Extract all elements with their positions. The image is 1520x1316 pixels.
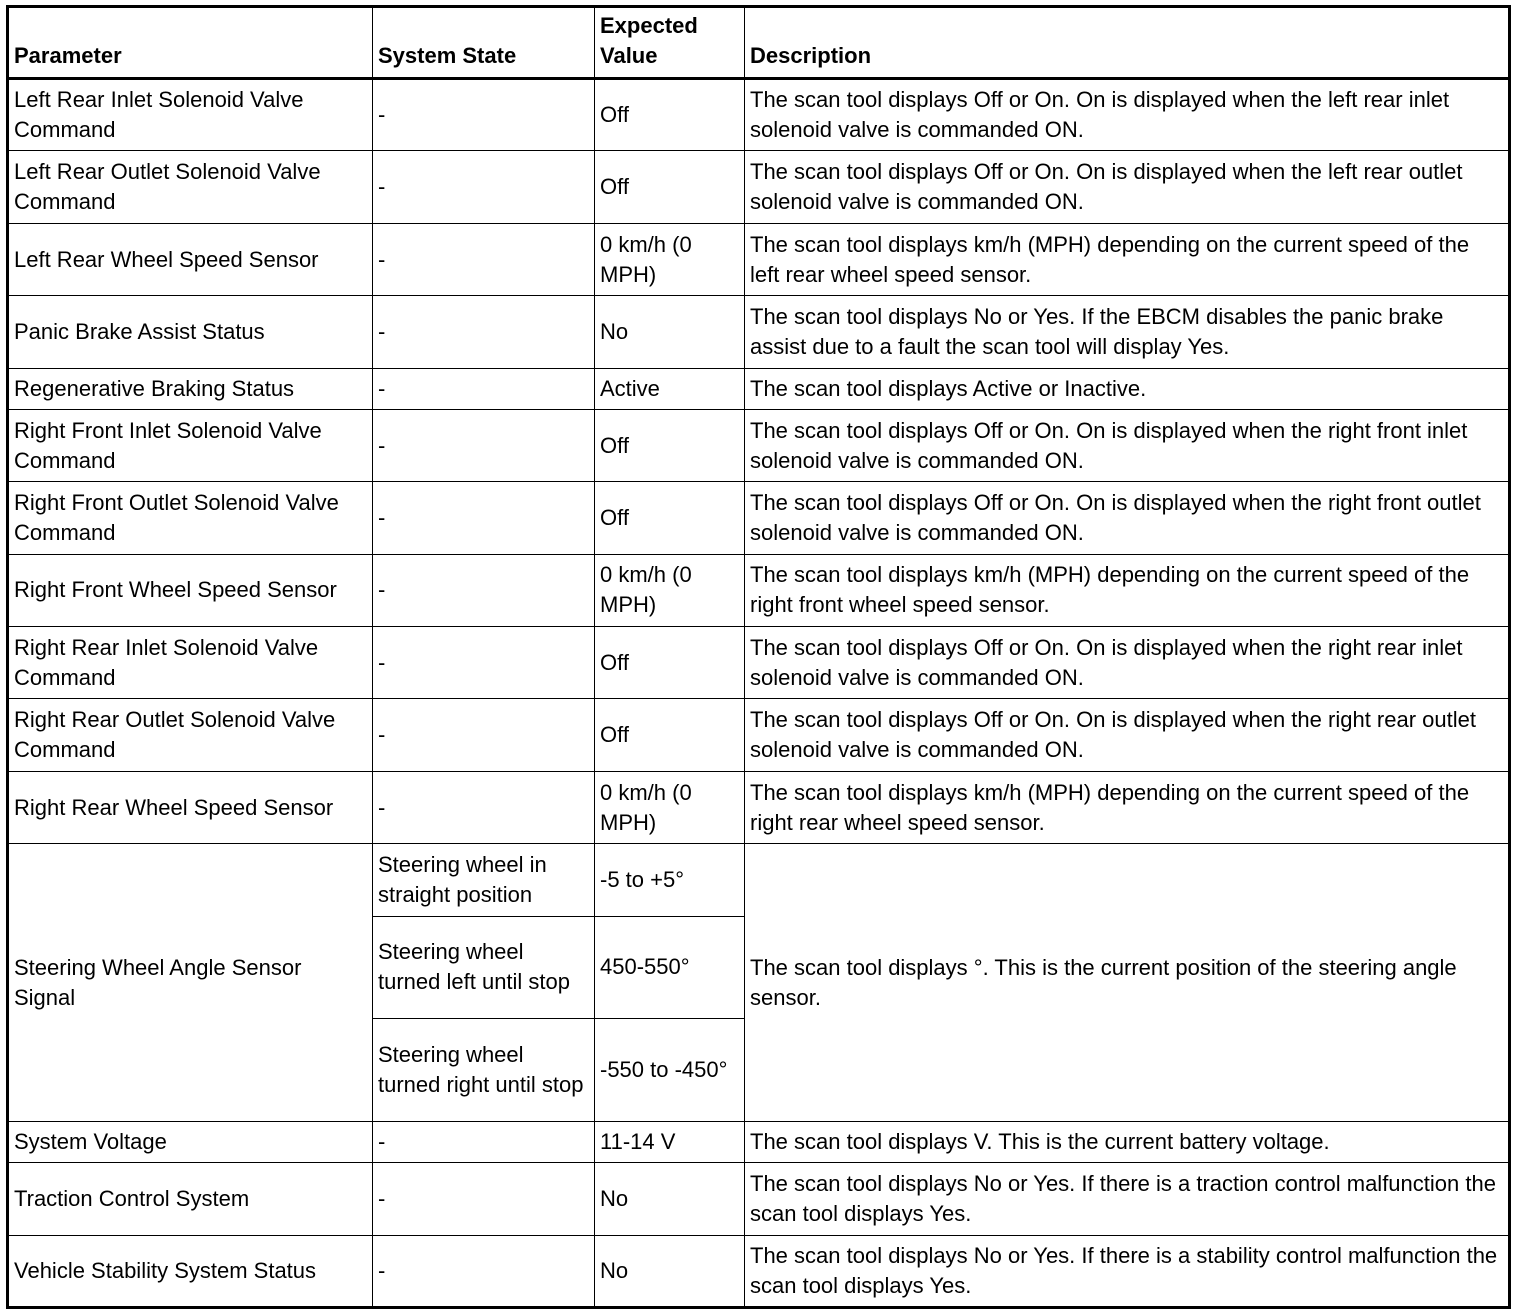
cell-system-state: Steering wheel in straight position [373, 844, 595, 916]
table-row-steering-straight [8, 844, 1510, 916]
header-expected-value: Expected Value [595, 7, 745, 79]
cell-expected-value: -550 to -450° [595, 1019, 745, 1122]
cell-description: The scan tool displays Active or Inactive. [745, 368, 1510, 409]
cell-description: The scan tool displays V. This is the current battery voltage. [745, 1121, 1510, 1162]
cell-system-state: - [373, 1121, 595, 1162]
table-row [8, 223, 1510, 295]
cell-system-state: - [373, 368, 595, 409]
cell-system-state: - [373, 296, 595, 368]
cell-parameter: Right Front Wheel Speed Sensor [8, 554, 373, 626]
table-row [8, 627, 1510, 699]
table-row [8, 296, 1510, 368]
cell-system-state: Steering wheel turned left until stop [373, 916, 595, 1019]
cell-expected-value: 11-14 V [595, 1121, 745, 1162]
cell-parameter: Right Front Outlet Solenoid Valve Command [8, 482, 373, 554]
cell-description: The scan tool displays Off or On. On is displayed when the right front outlet solenoid valve is commanded ON. [745, 482, 1510, 554]
table-row [8, 1121, 1510, 1162]
cell-parameter: Panic Brake Assist Status [8, 296, 373, 368]
table-row [8, 554, 1510, 626]
cell-expected-value: Off [595, 699, 745, 771]
cell-system-state: - [373, 223, 595, 295]
cell-description: The scan tool displays Off or On. On is displayed when the right front inlet solenoid valve is commanded ON. [745, 409, 1510, 481]
cell-expected-value: Active [595, 368, 745, 409]
cell-system-state: - [373, 79, 595, 151]
parameter-table [6, 5, 1511, 1309]
cell-system-state: - [373, 409, 595, 481]
cell-expected-value: -5 to +5° [595, 844, 745, 916]
cell-system-state: - [373, 771, 595, 843]
cell-expected-value: Off [595, 627, 745, 699]
cell-parameter-steering: Steering Wheel Angle Sensor Signal [8, 844, 373, 1122]
cell-expected-value: Off [595, 151, 745, 223]
header-description: Description [745, 7, 1510, 79]
cell-description: The scan tool displays Off or On. On is displayed when the right rear outlet solenoid valve is commanded ON. [745, 699, 1510, 771]
cell-parameter: Left Rear Wheel Speed Sensor [8, 223, 373, 295]
cell-parameter: Left Rear Outlet Solenoid Valve Command [8, 151, 373, 223]
cell-description: The scan tool displays Off or On. On is displayed when the right rear inlet solenoid valve is commanded ON. [745, 627, 1510, 699]
cell-description: The scan tool displays km/h (MPH) depending on the current speed of the right front wheel speed sensor. [745, 554, 1510, 626]
cell-description: The scan tool displays No or Yes. If the EBCM disables the panic brake assist due to a fault the scan tool will display Yes. [745, 296, 1510, 368]
table-row [8, 79, 1510, 151]
cell-system-state: Steering wheel turned right until stop [373, 1019, 595, 1122]
cell-parameter: Right Front Inlet Solenoid Valve Command [8, 409, 373, 481]
cell-system-state: - [373, 151, 595, 223]
table-row [8, 368, 1510, 409]
cell-parameter: Right Rear Wheel Speed Sensor [8, 771, 373, 843]
table-row [8, 151, 1510, 223]
cell-system-state: - [373, 627, 595, 699]
cell-expected-value: 0 km/h (0 MPH) [595, 554, 745, 626]
cell-parameter: System Voltage [8, 1121, 373, 1162]
cell-description: The scan tool displays Off or On. On is displayed when the left rear inlet solenoid valve is commanded ON. [745, 79, 1510, 151]
cell-description: The scan tool displays No or Yes. If there is a traction control malfunction the scan tool displays Yes. [745, 1163, 1510, 1235]
table-row [8, 409, 1510, 481]
table-row [8, 771, 1510, 843]
cell-expected-value: Off [595, 482, 745, 554]
cell-system-state: - [373, 1163, 595, 1235]
cell-expected-value: No [595, 1163, 745, 1235]
cell-parameter: Vehicle Stability System Status [8, 1235, 373, 1308]
cell-system-state: - [373, 554, 595, 626]
cell-expected-value: Off [595, 409, 745, 481]
cell-system-state: - [373, 699, 595, 771]
cell-description: The scan tool displays km/h (MPH) depending on the current speed of the left rear wheel speed sensor. [745, 223, 1510, 295]
cell-system-state: - [373, 1235, 595, 1308]
cell-description-steering: The scan tool displays °. This is the current position of the steering angle sensor. [745, 844, 1510, 1122]
cell-system-state: - [373, 482, 595, 554]
cell-parameter: Traction Control System [8, 1163, 373, 1235]
cell-expected-value: 450-550° [595, 916, 745, 1019]
cell-parameter: Regenerative Braking Status [8, 368, 373, 409]
document-page [6, 5, 1508, 1309]
cell-expected-value: No [595, 296, 745, 368]
table-row [8, 1235, 1510, 1308]
cell-description: The scan tool displays No or Yes. If there is a stability control malfunction the scan tool displays Yes. [745, 1235, 1510, 1308]
cell-expected-value: Off [595, 79, 745, 151]
table-row [8, 699, 1510, 771]
table-row [8, 1163, 1510, 1235]
cell-parameter: Right Rear Inlet Solenoid Valve Command [8, 627, 373, 699]
cell-parameter: Right Rear Outlet Solenoid Valve Command [8, 699, 373, 771]
table-header-row [8, 7, 1510, 79]
cell-expected-value: 0 km/h (0 MPH) [595, 223, 745, 295]
cell-description: The scan tool displays Off or On. On is displayed when the left rear outlet solenoid valve is commanded ON. [745, 151, 1510, 223]
cell-description: The scan tool displays km/h (MPH) depending on the current speed of the right rear wheel speed sensor. [745, 771, 1510, 843]
header-parameter: Parameter [8, 7, 373, 79]
cell-expected-value: 0 km/h (0 MPH) [595, 771, 745, 843]
cell-parameter: Left Rear Inlet Solenoid Valve Command [8, 79, 373, 151]
cell-expected-value: No [595, 1235, 745, 1308]
table-row [8, 482, 1510, 554]
header-system-state: System State [373, 7, 595, 79]
